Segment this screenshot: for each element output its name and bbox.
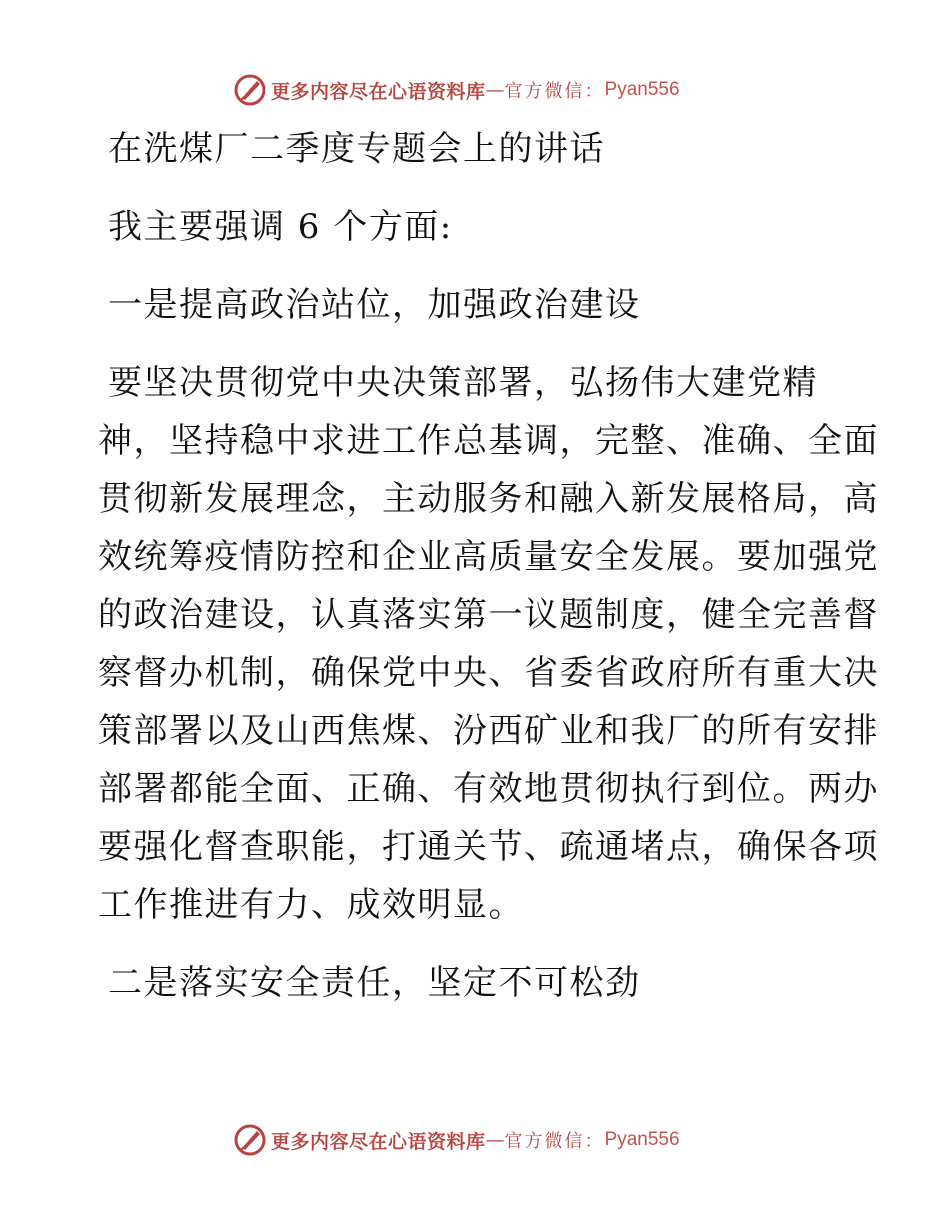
quill-logo-icon: [233, 1123, 267, 1157]
watermark-brand-text: 更多内容尽在心语资料库: [271, 1130, 486, 1153]
watermark-official-label: 官方微信：: [504, 81, 605, 102]
section2-heading: 二是落实安全责任，坚定不可松劲: [108, 963, 641, 1003]
watermark-wechat-id: Pyan556: [604, 79, 680, 100]
paragraph-line: 神，坚持稳中求进工作总基调，完整、准确、全面: [98, 421, 879, 461]
paragraph-line: 要坚决贯彻党中央决策部署，弘扬伟大建党精: [108, 363, 818, 403]
paragraph-line: 察督办机制，确保党中央、省委省政府所有重大决: [98, 653, 879, 693]
document-body: [98, 120, 879, 1012]
paragraph-line: 效统筹疫情防控和企业高质量安全发展。要加强党: [98, 537, 879, 577]
section1-paragraph: [98, 354, 879, 934]
watermark-banner-top: [233, 70, 680, 110]
section1-heading: 一是提高政治站位，加强政治建设: [108, 285, 641, 325]
intro-line: 我主要强调 6 个方面:: [108, 207, 453, 247]
watermark-wechat-id: Pyan556: [604, 1129, 680, 1150]
paragraph-line: 部署都能全面、正确、有效地贯彻执行到位。两办: [98, 769, 879, 809]
quill-logo-icon: [233, 73, 267, 107]
paragraph-line: 工作推进有力、成效明显。: [98, 885, 524, 925]
paragraph-line: 的政治建设，认真落实第一议题制度，健全完善督: [98, 595, 879, 635]
paragraph-line: 策部署以及山西焦煤、汾西矿业和我厂的所有安排: [98, 711, 879, 751]
watermark-brand-text: 更多内容尽在心语资料库: [271, 80, 486, 103]
document-title: 在洗煤厂二季度专题会上的讲话: [108, 129, 605, 169]
watermark-separator: —: [485, 1129, 505, 1151]
watermark-separator: —: [485, 79, 505, 101]
watermark-banner-bottom: [233, 1120, 680, 1160]
paragraph-line: 贯彻新发展理念，主动服务和融入新发展格局，高: [98, 479, 879, 519]
paragraph-line: 要强化督查职能，打通关节、疏通堵点，确保各项: [98, 827, 879, 867]
watermark-official-label: 官方微信：: [504, 1131, 605, 1152]
